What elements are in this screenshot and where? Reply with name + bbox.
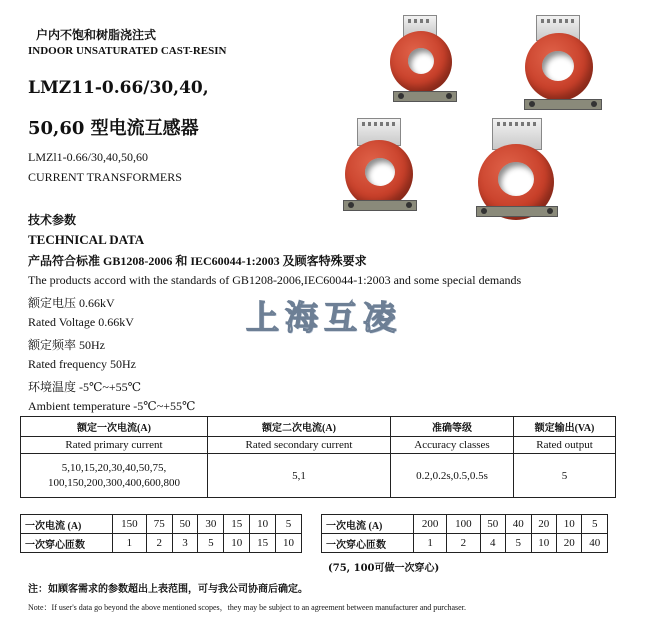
turns-left-turns-cell: 2: [146, 534, 172, 553]
transformer-image-3: [345, 118, 425, 218]
transformer-image-2: [520, 15, 620, 115]
header-secondary-cn: 额定二次电流(A): [208, 417, 391, 437]
header-primary-cn: 额定一次电流(A): [21, 417, 208, 437]
cn-subtitle: 户内不饱和树脂浇注式: [36, 28, 157, 42]
turns-table-right: [321, 514, 608, 553]
turns-left-current-cell: 15: [224, 515, 250, 534]
turns-right-turns-cell: 1: [414, 534, 447, 553]
primary-current-values: [21, 454, 208, 498]
watermark-logo: 上海互凌: [246, 298, 402, 337]
turns-right-current-cell: 100: [447, 515, 480, 534]
turns-right-current-label: 一次电流 (A): [322, 515, 414, 534]
turns-left-turns-cell: 1: [113, 534, 147, 553]
turns-left-current-label: 一次电流 (A): [21, 515, 113, 534]
turns-left-current-cell: 50: [172, 515, 198, 534]
turns-right-current-cell: 5: [582, 515, 608, 534]
turns-left-turns-cell: 15: [250, 534, 276, 553]
turns-right-turns-label: 一次穿心匝数: [322, 534, 414, 553]
frequency-en: Rated frequency 50Hz: [28, 357, 136, 371]
header-secondary-en: Rated secondary current: [208, 437, 391, 454]
turns-left-current-cell: 150: [113, 515, 147, 534]
turns-left-turns-row: [21, 534, 302, 553]
turns-left-current-cell: 10: [250, 515, 276, 534]
turns-right-current-cell: 10: [556, 515, 581, 534]
voltage-en: Rated Voltage 0.66kV: [28, 315, 134, 329]
turns-right-current-cell: 200: [414, 515, 447, 534]
model-en: LMZl1-0.66/30,40,50,60: [28, 150, 148, 164]
note-en: Note：If user's data go beyond the above mentioned scopes，they may be subject to an agreement between manufacturer and purchaser.: [28, 603, 466, 612]
transformer-image-1: [385, 15, 475, 105]
turns-right-turns-cell: 20: [556, 534, 581, 553]
turns-right-current-row: [322, 515, 608, 534]
turns-left-turns-cell: 10: [224, 534, 250, 553]
spec-table: [20, 416, 616, 498]
turns-right-turns-cell: 5: [506, 534, 531, 553]
turns-right-turns-cell: 2: [447, 534, 480, 553]
primary-line1: 5,10,15,20,30,40,50,75,: [61, 462, 167, 474]
output-value: 5: [514, 454, 616, 498]
turns-right-note: (75, 100可做一次穿心): [328, 563, 440, 574]
turns-table-left: [20, 514, 302, 553]
model-title-line1: LMZ11-0.66/30,40,: [28, 78, 209, 98]
transformer-image-4: [478, 118, 568, 228]
accuracy-value: 0.2,0.2s,0.5,0.5s: [391, 454, 514, 498]
turns-left-turns-cell: 10: [276, 534, 302, 553]
header-output-cn: 额定输出(VA): [514, 417, 616, 437]
spec-header-en-row: [21, 437, 616, 454]
model-title-line2: 50,60 型电流互感器: [28, 118, 199, 139]
turns-left-turns-cell: 3: [172, 534, 198, 553]
spec-data-row: [21, 454, 616, 498]
turns-left-turns-cell: 5: [198, 534, 224, 553]
primary-line2: 100,150,200,300,400,600,800: [48, 477, 180, 489]
frequency-cn: 额定频率 50Hz: [28, 338, 105, 352]
note-cn: 注：如顾客需求的参数超出上表范围，可与我公司协商后确定。: [28, 584, 308, 595]
turns-left-current-cell: 5: [276, 515, 302, 534]
voltage-cn: 额定电压 0.66kV: [28, 296, 115, 310]
turns-right-turns-cell: 40: [582, 534, 608, 553]
spec-header-cn-row: [21, 417, 616, 437]
secondary-current-value: 5,1: [208, 454, 391, 498]
turns-right-current-cell: 40: [506, 515, 531, 534]
turns-left-turns-label: 一次穿心匝数: [21, 534, 113, 553]
turns-left-current-cell: 75: [146, 515, 172, 534]
header-output-en: Rated output: [514, 437, 616, 454]
header-accuracy-en: Accuracy classes: [391, 437, 514, 454]
tech-title-en: TECHNICAL DATA: [28, 232, 145, 247]
standards-cn: 产品符合标准 GB1208-2006 和 IEC60044-1:2003 及顾客特殊要求: [28, 254, 367, 268]
temperature-en: Ambient temperature -5℃~+55℃: [28, 399, 196, 413]
turns-right-turns-cell: 10: [531, 534, 556, 553]
temperature-cn: 环境温度 -5℃~+55℃: [28, 380, 142, 394]
turns-right-current-cell: 20: [531, 515, 556, 534]
turns-right-current-cell: 50: [480, 515, 505, 534]
turns-right-turns-cell: 4: [480, 534, 505, 553]
tech-title-cn: 技术参数: [28, 213, 77, 227]
turns-right-turns-row: [322, 534, 608, 553]
turns-left-current-row: [21, 515, 302, 534]
product-en: CURRENT TRANSFORMERS: [28, 170, 182, 184]
turns-left-current-cell: 30: [198, 515, 224, 534]
header-accuracy-cn: 准确等级: [391, 417, 514, 437]
en-subtitle: INDOOR UNSATURATED CAST-RESIN: [28, 45, 227, 57]
standards-en: The products accord with the standards of GB1208-2006,IEC60044-1:2003 and some special demands: [28, 273, 522, 287]
header-primary-en: Rated primary current: [21, 437, 208, 454]
